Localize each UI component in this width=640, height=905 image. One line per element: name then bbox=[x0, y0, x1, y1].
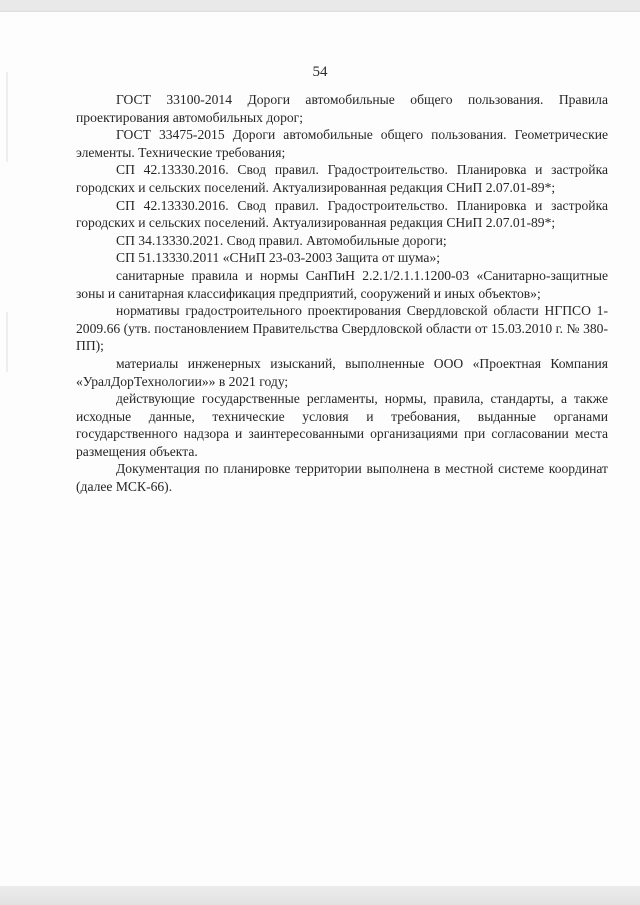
page-number: 54 bbox=[312, 64, 328, 80]
scanner-bottom-edge bbox=[0, 886, 640, 905]
paragraph-survey-materials: материалы инженерных изысканий, выполненные ООО «Проектная Компания «УралДорТехнологии»» в 2021 году; bbox=[76, 355, 608, 389]
paragraph-sp-34: СП 34.13330.2021. Свод правил. Автомобильные дороги; bbox=[116, 232, 447, 248]
scan-artifact bbox=[6, 312, 8, 372]
scan-artifact bbox=[6, 72, 8, 162]
document-body bbox=[76, 91, 608, 496]
paragraph-ngpso: нормативы градостроительного проектирования Свердловской области НГПСО 1-2009.66 (утв. постановлением Правительства Свердловской области от 15.03.2010 г. № 380-ПП); bbox=[76, 303, 608, 354]
paragraph-sanpin: санитарные правила и нормы СанПиН 2.2.1/2.1.1.1200-03 «Санитарно-защитные зоны и санитарная классификация предприятий, сооружений и иных объектов»; bbox=[76, 267, 608, 301]
paragraph-gost-33475: ГОСТ 33475-2015 Дороги автомобильные общего пользования. Геометрические элементы. Технические требования; bbox=[76, 127, 608, 160]
paragraph-coordinate-system: Документация по планировке территории выполнена в местной системе координат (далее МСК-66). bbox=[76, 461, 608, 495]
paragraph-sp-51: СП 51.13330.2011 «СНиП 23-03-2003 Защита от шума»; bbox=[116, 250, 441, 266]
paragraph-gost-33100: ГОСТ 33100-2014 Дороги автомобильные общего пользования. Правила проектирования автомобильных дорог; bbox=[76, 92, 608, 125]
paragraph-sp-42-first: СП 42.13330.2016. Свод правил. Градостроительство. Планировка и застройка городских и сельских поселений. Актуализированная редакция СНиП 2.07.01-89*; bbox=[76, 162, 608, 195]
paragraph-sp-42-second: СП 42.13330.2016. Свод правил. Градостроительство. Планировка и застройка городских и сельских поселений. Актуализированная редакция СНиП 2.07.01-89*; bbox=[76, 197, 608, 231]
paragraph-regulations: действующие государственные регламенты, нормы, правила, стандарты, а также исходные данные, технические условия и требования, выданные органами государственного надзора и заинтересованными организациями при согласовании места размещения объекта. bbox=[76, 391, 608, 459]
document-page bbox=[0, 12, 640, 886]
